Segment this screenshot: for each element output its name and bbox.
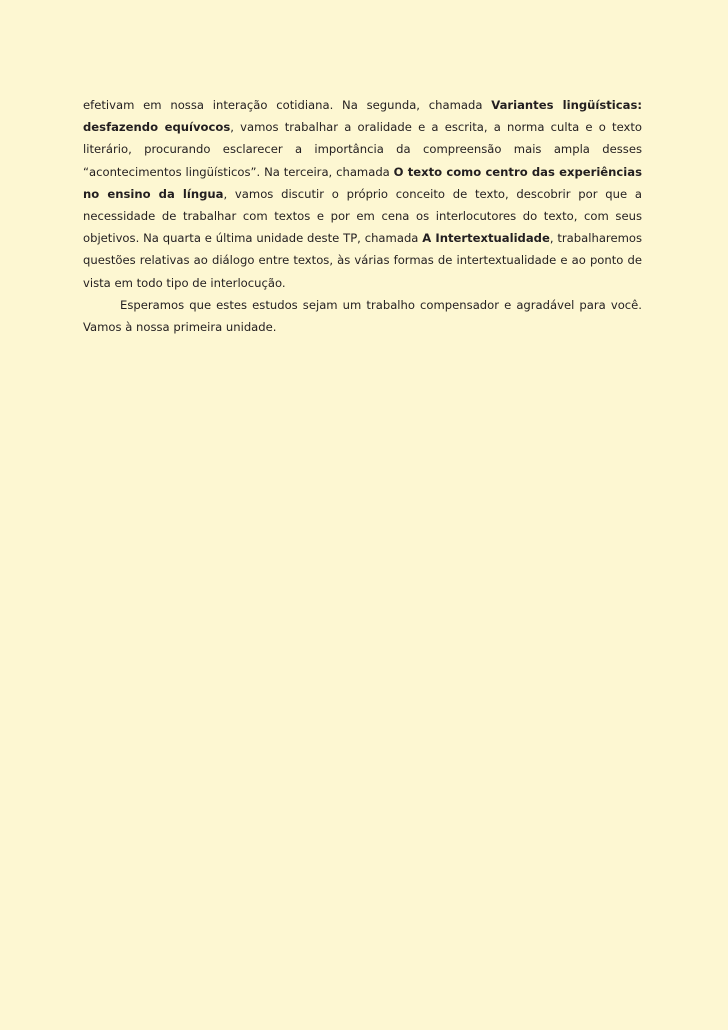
paragraph-units-description bbox=[83, 94, 642, 294]
unit-title-variantes: Variantes lingüísticas: desfazendo equívocos bbox=[83, 98, 642, 135]
text-run: , trabalharemos questões relativas ao diálogo entre textos, às várias formas de intertextualidade e ao ponto de vista em todo tipo de interlocução. bbox=[83, 231, 642, 290]
unit-title-intertextualidade: A Intertextualidade bbox=[422, 231, 550, 246]
paragraph-closing bbox=[83, 294, 642, 338]
unit-title-texto: O texto como centro das experiências no ensino da língua bbox=[83, 164, 642, 201]
text-run: , vamos trabalhar a oralidade e a escrita, a norma culta e o texto literário, procurando esclarecer a importância da compreensão mais ampla desses “acontecimentos lingüísticos”. Na terceira, chamada bbox=[83, 120, 643, 179]
text-run: efetivam em nossa interação cotidiana. Na segunda, chamada bbox=[83, 98, 492, 112]
text-run: , vamos discutir o próprio conceito de texto, descobrir por que a necessidade de trabalhar com textos e por em cena os interlocutores do texto, com seus objetivos. Na quarta e última unidade deste TP, chamada bbox=[83, 186, 642, 246]
text-run: Esperamos que estes estudos sejam um trabalho compensador e agradável para você. Vamos à nossa primeira unidade. bbox=[83, 297, 642, 335]
